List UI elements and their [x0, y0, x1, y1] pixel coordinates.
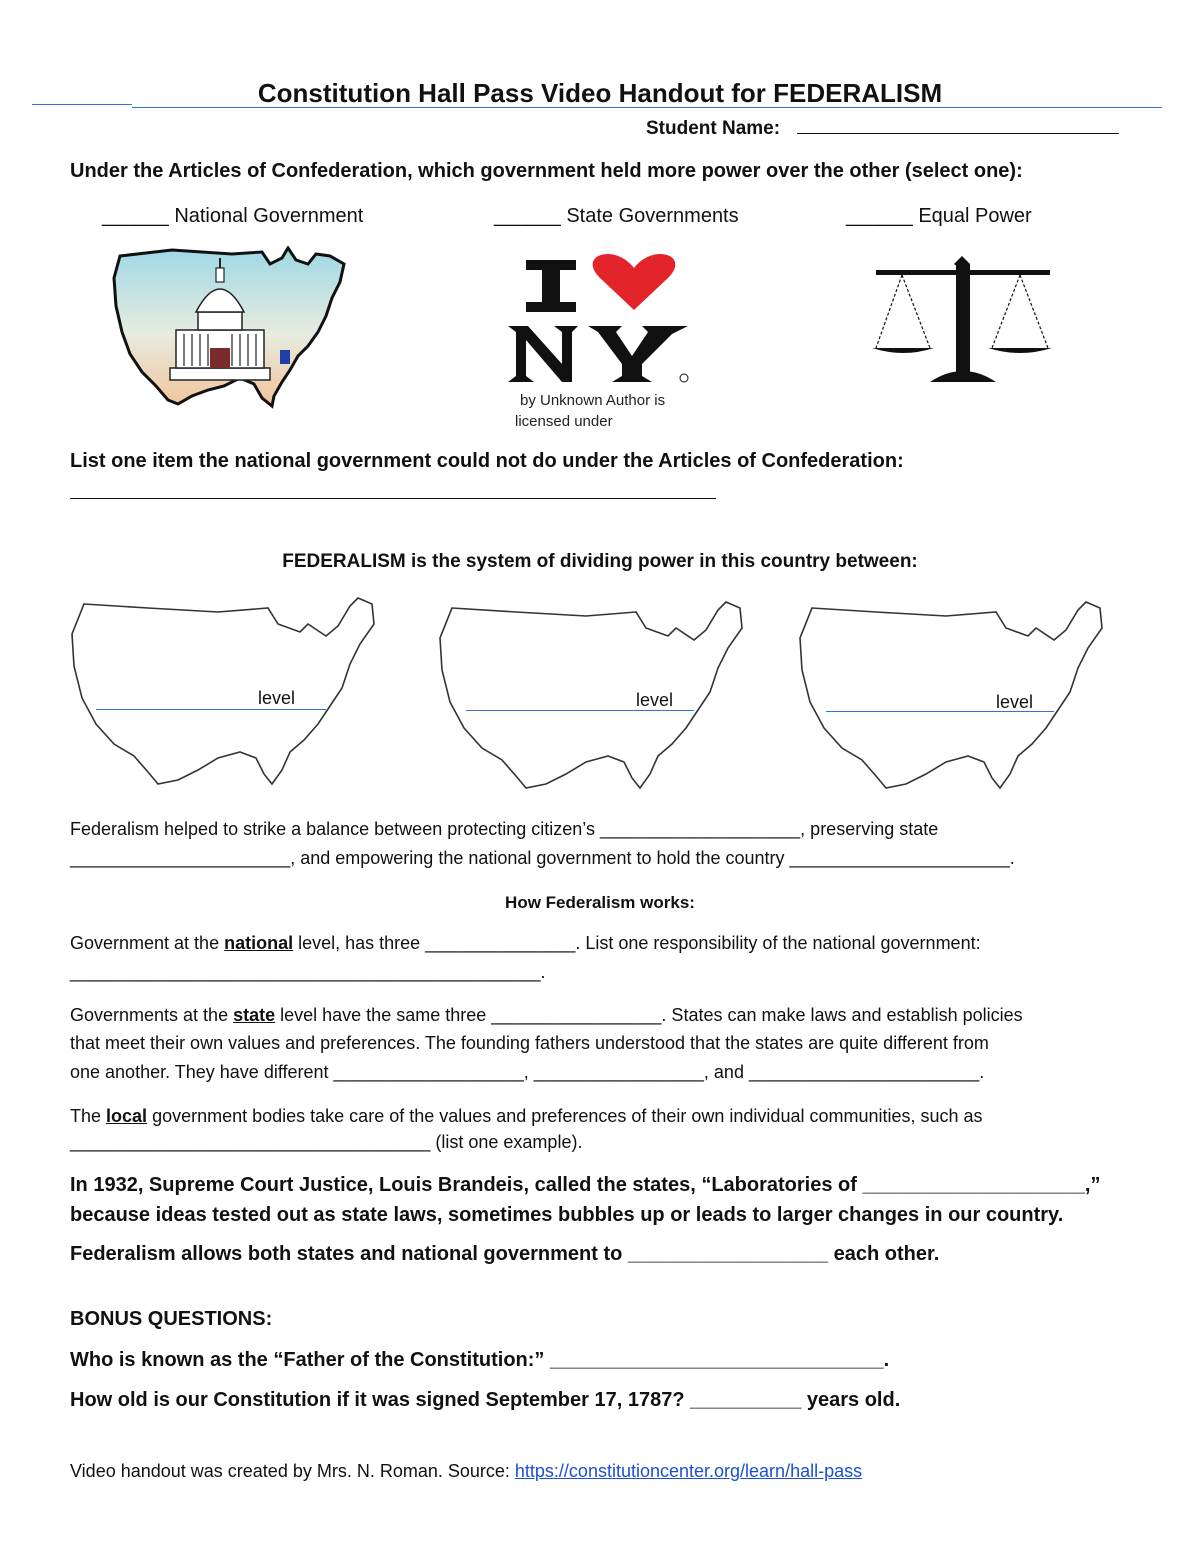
- national-paragraph-line2: _______________________________________________.: [70, 962, 546, 982]
- balance-text-line1: Federalism helped to strike a balance between protecting citizen’s ____________________, preserving state: [70, 819, 939, 839]
- option-blank[interactable]: ______: [494, 205, 561, 227]
- local-keyword: local: [106, 1106, 148, 1126]
- text-segment: Government at the: [70, 933, 225, 953]
- option-blank[interactable]: ______: [846, 205, 913, 227]
- us-map-outline-icon: [68, 594, 382, 794]
- option-blank[interactable]: ______: [102, 205, 169, 227]
- student-name-line[interactable]: [797, 114, 1119, 134]
- national-paragraph-line1: [70, 929, 981, 958]
- header-rule-left: [32, 104, 132, 105]
- answer-line[interactable]: [70, 498, 716, 499]
- state-paragraph-line2: that meet their own values and preferences. The founding fathers understood that the states are quite different from: [70, 1033, 989, 1053]
- bonus-question-1: Who is known as the “Father of the Constitution:” ______________________________.: [70, 1349, 890, 1371]
- local-paragraph-line2: ____________________________________ (list one example).: [70, 1132, 583, 1152]
- brandeis-line2: because ideas tested out as state laws, sometimes bubbles up or leads to larger changes in our country.: [70, 1204, 1064, 1226]
- capitol-map-icon: [112, 246, 352, 412]
- text-segment: level have the same three _________________. States can make laws and establish policies: [275, 1005, 1023, 1025]
- student-name-field[interactable]: [646, 114, 1119, 140]
- us-map-outline-icon: [796, 598, 1110, 798]
- question-articles-power: Under the Articles of Confederation, which government held more power over the other (select one):: [70, 160, 1023, 182]
- footer-text: Video handout was created by Mrs. N. Roman. Source:: [70, 1461, 515, 1481]
- source-link[interactable]: https://constitutioncenter.org/learn/hall-pass: [514, 1461, 863, 1481]
- local-paragraph-line1: [70, 1102, 983, 1131]
- level-label: level: [996, 692, 1034, 712]
- brandeis-line1: In 1932, Supreme Court Justice, Louis Brandeis, called the states, “Laboratories of ____________________,”: [70, 1174, 1101, 1196]
- blank-line-blue[interactable]: [96, 709, 326, 710]
- state-paragraph-line1: [70, 1001, 1023, 1030]
- option-label: National Government: [174, 205, 364, 227]
- balance-scale-icon: [870, 256, 1056, 390]
- image-caption-line1: by Unknown Author is: [520, 392, 666, 409]
- text-segment: government bodies take care of the values and preferences of their own individual communities, such as: [147, 1106, 983, 1126]
- option-national-government[interactable]: [102, 205, 363, 228]
- footer: [70, 1457, 862, 1486]
- level-label: level: [636, 690, 674, 710]
- bonus-heading: BONUS QUESTIONS:: [70, 1308, 273, 1330]
- national-keyword: national: [224, 933, 294, 953]
- bonus-question-2: How old is our Constitution if it was signed September 17, 1787? __________ years old.: [70, 1389, 901, 1411]
- header-rule-right: [132, 107, 1162, 108]
- state-paragraph-line3: one another. They have different ___________________, _________________, and _______________________.: [70, 1062, 985, 1082]
- i-love-ny-logo-icon: [506, 252, 692, 386]
- page-title: Constitution Hall Pass Video Handout for FEDERALISM: [257, 78, 943, 108]
- state-keyword: state: [233, 1005, 276, 1025]
- option-state-governments[interactable]: [494, 205, 739, 228]
- level-label: level: [258, 688, 296, 708]
- text-segment: The: [70, 1106, 107, 1126]
- option-label: State Governments: [566, 205, 739, 227]
- question-national-could-not: List one item the national government could not do under the Articles of Confederation:: [70, 450, 904, 472]
- text-segment: level, has three _______________. List one responsibility of the national government:: [293, 933, 981, 953]
- federalism-heading: FEDERALISM is the system of dividing power in this country between:: [282, 551, 918, 572]
- allows-line: Federalism allows both states and national government to __________________ each other.: [70, 1243, 940, 1265]
- how-federalism-heading: How Federalism works:: [505, 893, 695, 912]
- image-caption-line2: licensed under: [515, 413, 613, 430]
- student-name-label: Student Name:: [646, 118, 781, 139]
- option-equal-power[interactable]: [846, 205, 1032, 228]
- text-segment: Governments at the: [70, 1005, 234, 1025]
- option-label: Equal Power: [918, 205, 1032, 227]
- us-map-outline-icon: [436, 598, 750, 798]
- balance-text-line2: ______________________, and empowering the national government to hold the country ______________________.: [70, 848, 1015, 868]
